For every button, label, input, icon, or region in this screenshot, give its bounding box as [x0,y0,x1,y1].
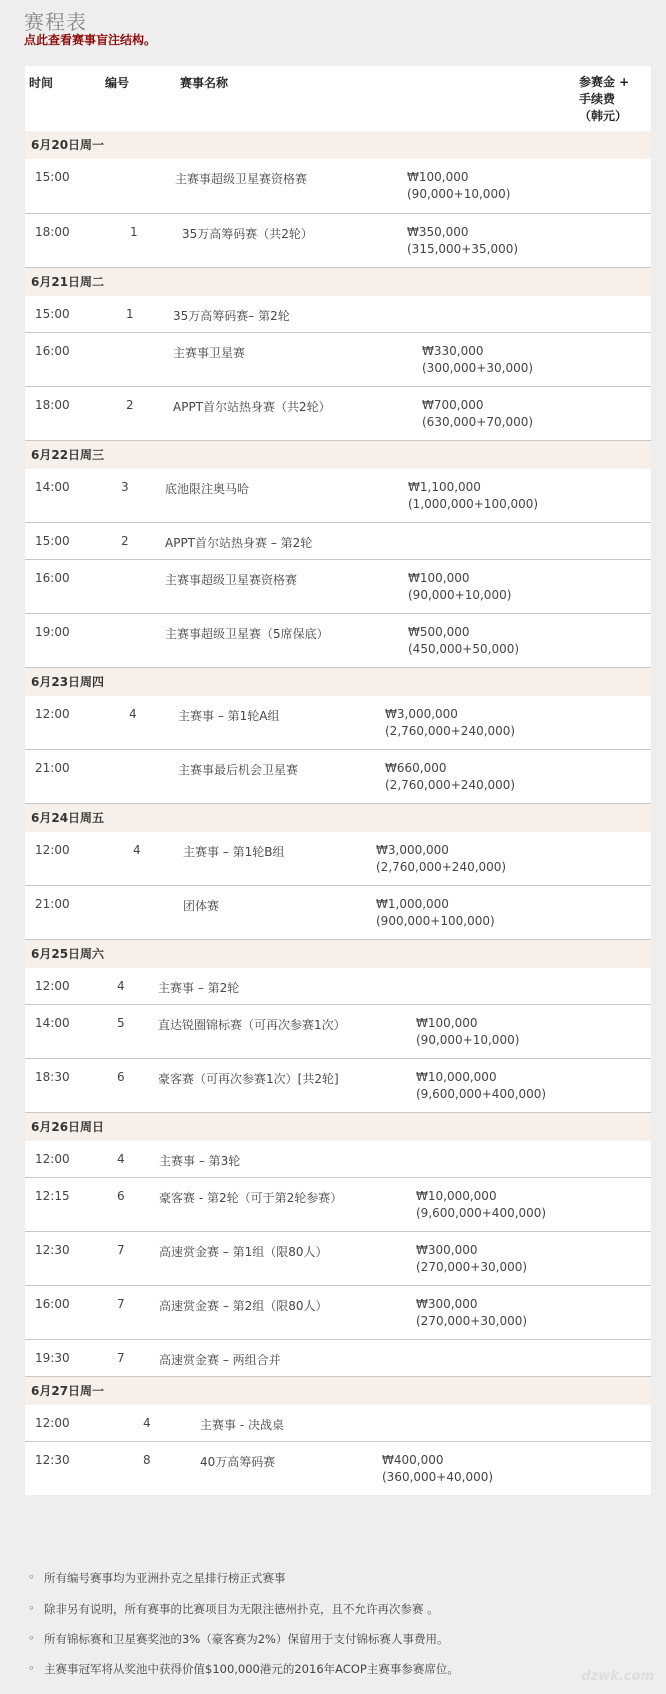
event-fee: ₩3,000,000 [376,843,449,857]
event-name: 主赛事超级卫星赛资格赛 [165,573,298,587]
table-row [25,1141,651,1178]
event-time: 15:00 [35,307,70,321]
header-time: 时间 [29,76,54,90]
table-row [25,886,651,940]
event-name: 团体赛 [183,899,220,913]
event-fee-detail: (450,000+50,000) [408,642,520,656]
event-fee-detail: (270,000+30,000) [416,1314,528,1328]
event-fee: ₩500,000 [408,625,470,639]
event-fee-detail: (90,000+10,000) [416,1033,520,1047]
event-time: 18:00 [35,398,70,412]
event-time: 12:00 [35,843,70,857]
event-number: 5 [117,1016,125,1030]
table-row [25,1232,651,1286]
date-row: 6月27日周一 [25,1377,651,1405]
event-fee-detail: (9,600,000+400,000) [416,1087,547,1101]
event-fee-detail: (90,000+10,000) [407,187,511,201]
table-row [25,159,651,214]
event-number: 4 [133,843,141,857]
event-fee: ₩3,000,000 [385,707,458,721]
table-row [25,1442,651,1495]
event-fee-detail: (2,760,000+240,000) [385,724,516,738]
event-fee: ₩100,000 [416,1016,478,1030]
event-time: 15:00 [35,170,70,184]
table-row [25,469,651,523]
table-row [25,968,651,1005]
event-time: 12:00 [35,1416,70,1430]
header-number: 编号 [105,76,130,90]
header-name: 赛事名称 [180,76,229,90]
event-name: 40万高筹码赛 [200,1455,276,1469]
event-time: 18:00 [35,225,70,239]
table-row [25,1286,651,1340]
table-row [25,832,651,886]
event-fee-detail: (900,000+100,000) [376,914,495,928]
event-name: 高速赏金赛 – 第1组（限80人） [159,1245,328,1259]
event-number: 3 [121,480,129,494]
blind-structure-link[interactable]: 点此查看赛事盲注结构。 [24,33,157,47]
date-row: 6月24日周五 [25,804,651,832]
event-name: 主赛事超级卫星赛（5席保底） [165,627,329,641]
event-name: 主赛事 – 第1轮A组 [178,709,280,723]
event-name: 主赛事 – 第3轮 [159,1154,241,1168]
event-fee-detail: (2,760,000+240,000) [385,778,516,792]
event-name: 35万高筹码赛– 第2轮 [173,309,290,323]
event-time: 19:00 [35,625,70,639]
event-number: 1 [130,225,138,239]
event-number: 4 [117,979,125,993]
event-fee: ₩400,000 [382,1453,444,1467]
date-row: 6月21日周二 [25,268,651,296]
note-item [28,1631,448,1647]
event-fee: ₩100,000 [407,170,469,184]
event-number: 2 [121,534,129,548]
event-fee: ₩300,000 [416,1243,478,1257]
event-fee: ₩1,000,000 [376,897,449,911]
event-time: 12:00 [35,979,70,993]
note-text: 所有编号赛事均为亚洲扑克之星排行榜正式赛事 [44,1571,286,1585]
note-text: 所有锦标赛和卫星赛奖池的3%（豪客赛为2%）保留用于支付锦标赛人事费用。 [44,1632,449,1646]
event-name: 主赛事最后机会卫星赛 [178,763,299,777]
event-time: 16:00 [35,571,70,585]
event-number: 7 [117,1243,125,1257]
date-row: 6月23日周四 [25,668,651,696]
event-time: 15:00 [35,534,70,548]
table-row [25,1005,651,1059]
table-row [25,214,651,268]
event-name: 35万高筹码赛（共2轮） [182,227,313,241]
watermark: dzwk.com [581,1669,654,1684]
table-row [25,333,651,387]
event-name: 高速赏金赛 – 第2组（限80人） [159,1299,328,1313]
event-number: 7 [117,1351,125,1365]
event-number: 4 [143,1416,151,1430]
event-number: 6 [117,1189,125,1203]
event-number: 2 [126,398,134,412]
event-fee: ₩700,000 [422,398,484,412]
date-row: 6月22日周三 [25,441,651,469]
event-number: 7 [117,1297,125,1311]
event-number: 4 [117,1152,125,1166]
event-time: 12:30 [35,1243,70,1257]
table-header [25,66,651,131]
note-item [28,1661,459,1677]
table-row [25,523,651,560]
event-time: 12:00 [35,1152,70,1166]
event-name: 豪客赛（可再次参赛1次）[共2轮] [158,1072,339,1086]
event-time: 21:00 [35,761,70,775]
header-fee: 参赛金 + 手续费 （韩元） [579,75,630,123]
note-item [28,1570,286,1586]
event-fee-detail: (9,600,000+400,000) [416,1206,547,1220]
event-fee-detail: (360,000+40,000) [382,1470,494,1484]
bullet-icon: ◦ [28,1570,35,1584]
event-name: 豪客赛 - 第2轮（可于第2轮参赛） [159,1191,343,1205]
note-text: 除非另有说明，所有赛事的比赛项目为无限注德州扑克，且不允许再次参赛 。 [44,1602,439,1616]
days-container [25,131,651,1495]
bullet-icon: ◦ [28,1601,35,1615]
table-row [25,387,651,441]
event-fee: ₩300,000 [416,1297,478,1311]
table-row [25,1059,651,1113]
table-row [25,614,651,668]
event-number: 1 [126,307,134,321]
event-name: 主赛事超级卫星赛资格赛 [175,172,308,186]
note-text: 主赛事冠军将从奖池中获得价值$100,000港元的2016年ACOP主赛事参赛席位。 [44,1662,459,1676]
event-number: 4 [129,707,137,721]
note-item [28,1601,439,1617]
event-fee: ₩330,000 [422,344,484,358]
event-name: 直达锐圈锦标赛（可再次参赛1次） [158,1018,346,1032]
event-fee-detail: (270,000+30,000) [416,1260,528,1274]
event-time: 14:00 [35,1016,70,1030]
event-fee: ₩100,000 [408,571,470,585]
date-row: 6月26日周日 [25,1113,651,1141]
event-time: 12:15 [35,1189,70,1203]
event-number: 6 [117,1070,125,1084]
event-name: 主赛事 - 决战桌 [200,1418,284,1432]
event-fee-detail: (1,000,000+100,000) [408,497,539,511]
event-fee: ₩1,100,000 [408,480,481,494]
event-time: 18:30 [35,1070,70,1084]
event-time: 21:00 [35,897,70,911]
event-fee-detail: (315,000+35,000) [407,242,519,256]
event-fee-detail: (2,760,000+240,000) [376,860,507,874]
event-time: 19:30 [35,1351,70,1365]
date-row: 6月25日周六 [25,940,651,968]
event-time: 16:00 [35,1297,70,1311]
page-title: 赛程表 [24,10,87,34]
event-name: APPT首尔站热身赛 – 第2轮 [165,536,313,550]
table-row [25,560,651,614]
event-time: 12:30 [35,1453,70,1467]
table-row [25,1340,651,1377]
table-row [25,1178,651,1232]
table-row [25,696,651,750]
event-time: 12:00 [35,707,70,721]
event-name: 主赛事卫星赛 [173,346,246,360]
event-name: 主赛事 – 第1轮B组 [183,845,285,859]
table-row [25,1405,651,1442]
schedule-table [25,66,651,1495]
bullet-icon: ◦ [28,1631,35,1645]
event-fee-detail: (90,000+10,000) [408,588,512,602]
table-row [25,296,651,333]
table-row [25,750,651,804]
event-fee: ₩10,000,000 [416,1189,497,1203]
event-fee-detail: (630,000+70,000) [422,415,534,429]
bullet-icon: ◦ [28,1661,35,1675]
event-time: 14:00 [35,480,70,494]
event-fee: ₩660,000 [385,761,447,775]
event-name: 高速赏金赛 – 两组合并 [159,1353,281,1367]
event-name: 底池限注奥马哈 [165,482,250,496]
event-time: 16:00 [35,344,70,358]
event-name: APPT首尔站热身赛（共2轮） [173,400,331,414]
event-fee: ₩350,000 [407,225,469,239]
event-number: 8 [143,1453,151,1467]
event-name: 主赛事 – 第2轮 [158,981,240,995]
event-fee: ₩10,000,000 [416,1070,497,1084]
event-fee-detail: (300,000+30,000) [422,361,534,375]
date-row: 6月20日周一 [25,131,651,159]
